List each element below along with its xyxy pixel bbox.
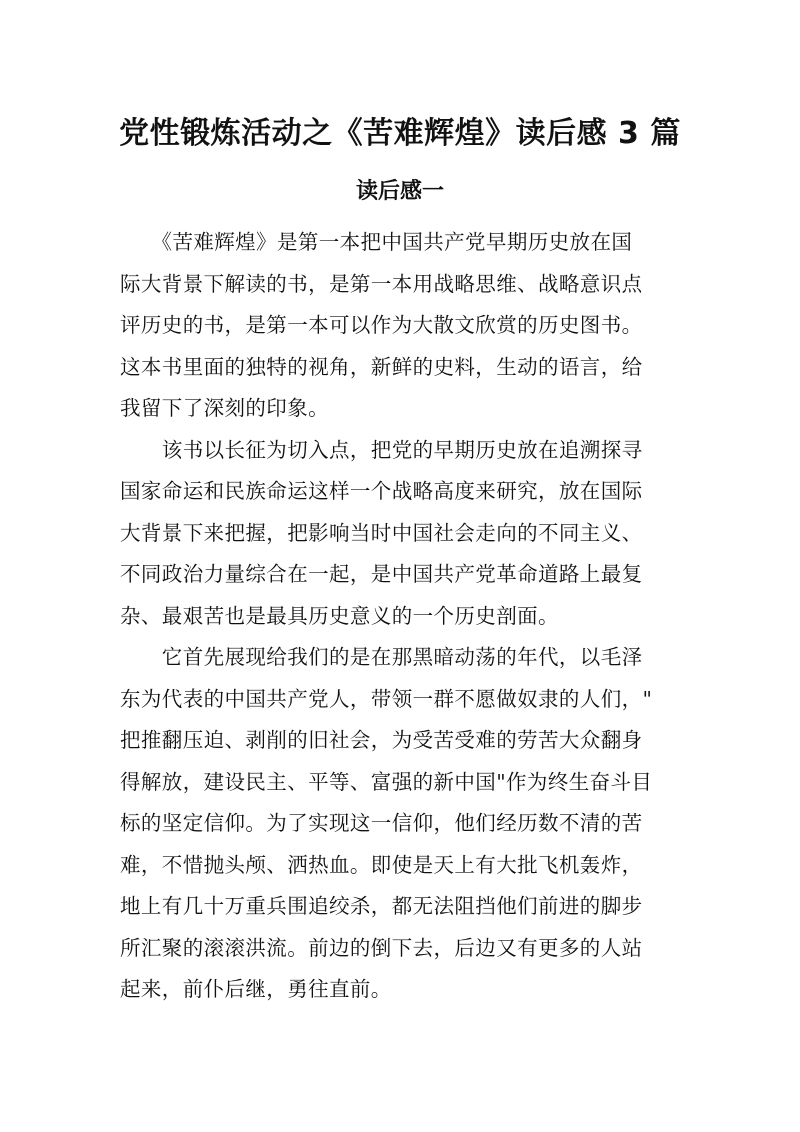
text-line: 把推翻压迫、剥削的旧社会，为受苦受难的劳苦大众翻身 (120, 728, 643, 752)
text-line: 这本书里面的独特的视角，新鲜的史料，生动的语言，给 (120, 354, 643, 379)
text-line: 标的坚定信仰。为了实现这一信仰，他们经历数不清的苦 (120, 811, 643, 835)
text-line: 难，不惜抛头颅、洒热血。即使是天上有大批飞机轰炸， (120, 852, 643, 877)
text-line: 国家命运和民族命运这样一个战略高度来研究，放在国际 (120, 479, 643, 503)
text-line: 地上有几十万重兵围追绞杀，都无法阻挡他们前进的脚步 (120, 894, 643, 918)
paragraph-1 (120, 222, 680, 430)
text-line: 大背景下来把握，把影响当时中国社会走向的不同主义、 (120, 520, 643, 545)
text-line: 《苦难辉煌》是第一本把中国共产党早期历史放在国 (120, 230, 633, 254)
text-line: 我留下了深刻的印象。 (120, 396, 329, 420)
text-line: 所汇聚的滚滚洪流。前边的倒下去，后边又有更多的人站 (120, 935, 643, 960)
text-line: 际大背景下解读的书，是第一本用战略思维、战略意识点 (120, 271, 643, 296)
text-line: 杂、最艰苦也是最具历史意义的一个历史剖面。 (120, 603, 559, 628)
paragraph-3 (120, 637, 680, 1011)
text-line: 起来，前仆后继，勇往直前。 (120, 977, 392, 1001)
paragraph-2 (120, 430, 680, 638)
text-line: 该书以长征为切入点，把党的早期历史放在追溯探寻 (120, 437, 643, 462)
text-line: 得解放，建设民主、平等、富强的新中国"作为终生奋斗目 (120, 769, 653, 794)
document-title: 党性锻炼活动之《苦难辉煌》读后感 3 篇 (119, 116, 681, 151)
text-line: 不同政治力量综合在一起，是中国共产党革命道路上最复 (120, 562, 643, 586)
document-body (120, 222, 680, 1011)
text-line: 它首先展现给我们的是在那黑暗动荡的年代，以毛泽 (120, 645, 643, 669)
text-line: 评历史的书，是第一本可以作为大散文欣赏的历史图书。 (120, 313, 643, 337)
text-line: 东为代表的中国共产党人，带领一群不愿做奴隶的人们，" (120, 686, 653, 711)
section-heading: 读后感一 (355, 179, 444, 204)
